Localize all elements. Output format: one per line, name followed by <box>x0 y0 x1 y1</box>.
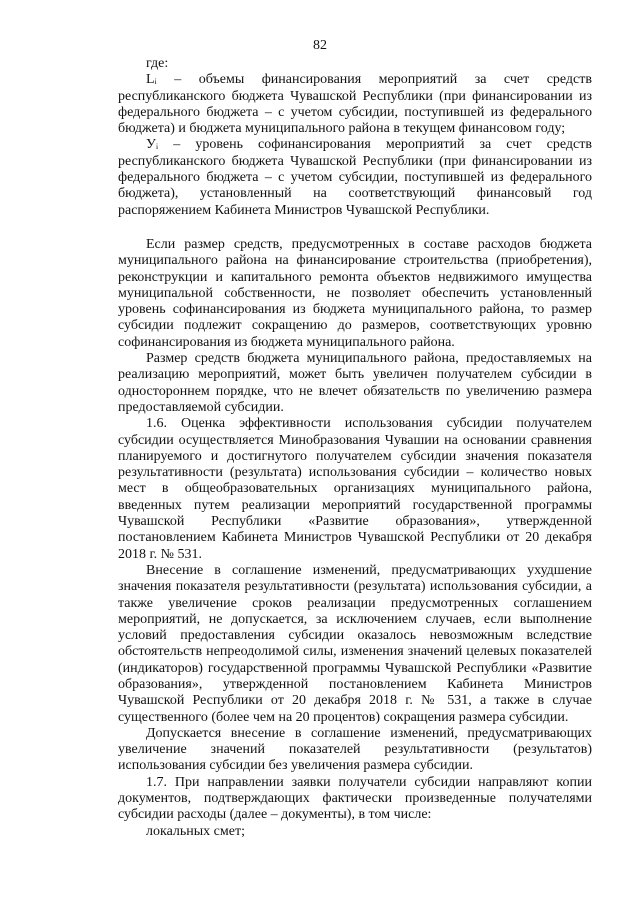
paragraph: Уᵢ – уровень софинансирования мероприятий за счет средств республиканского бюджета Чувашской Республики (при финансировании из федерального бюджета – с учетом субсидии, поступившей из федерального бюджета), установленный на соответствующий финансовый год распоряжением Кабинета Министров Чувашской Республики. <box>118 137 592 218</box>
paragraph-spacer <box>118 219 592 237</box>
paragraph: Внесение в соглашение изменений, предусматривающих ухудшение значения показателя результативности (результата) использования субсидии, а также увеличение сроков реализации предусмотренных соглашением мероприятий, не допускается, за исключением случаев, если выполнение условий предоставления субсидии оказалось невозможным вследствие обстоятельств непреодолимой силы, изменения значений целевых показателей (индикаторов) государственной программы Чувашской Республики «Развитие образования», утвержденной постановлением Кабинета Министров Чувашской Республики от 20 декабря 2018 г. № 531, а также в случае существенного (более чем на 20 процентов) сокращения размера субсидии. <box>118 562 592 725</box>
paragraph: Lᵢ – объемы финансирования мероприятий за счет средств республиканского бюджета Чувашской Республики (при финансировании из федерального бюджета – с учетом субсидии, поступившей из федерального бюджета) и бюджета муниципального района в текущем финансовом году; <box>118 72 592 137</box>
paragraph: Если размер средств, предусмотренных в составе расходов бюджета муниципального района на финансирование строительства (приобретения), реконструкции и капитального ремонта объектов недвижимого имущества муниципальной собственности, не позволяет обеспечить установленный уровень софинансирования из бюджета муниципального района, то размер субсидии подлежит сокращению до размеров, соответствующих уровню софинансирования из бюджета муниципального района. <box>118 236 592 350</box>
paragraph: локальных смет; <box>146 823 245 839</box>
page-number: 82 <box>313 38 327 53</box>
paragraph: Допускается внесение в соглашение изменений, предусматривающих увеличение значений показателей результативности (результатов) использования субсидии без увеличения размера субсидии. <box>118 725 592 774</box>
paragraph: 1.6. Оценка эффективности использования субсидии получателем субсидии осуществляется Минобразования Чувашии на основании сравнения планируемого и достигнутого получателем субсидии значения показателя результативности (результата) использования субсидии – количество новых мест в общеобразовательных организациях муниципального района, введенных путем реализации мероприятий государственной программы Чувашской Республики «Развитие образования», утвержденной постановлением Кабинета Министров Чувашской Республики от 20 декабря 2018 г. № 531. <box>118 416 592 562</box>
body-text <box>118 56 592 840</box>
paragraph: Размер средств бюджета муниципального района, предоставляемых на реализацию мероприятий, может быть увеличен получателем субсидии в одностороннем порядке, что не влечет обязательств по увеличению размера предоставляемой субсидии. <box>118 351 592 415</box>
paragraph: 1.7. При направлении заявки получатели субсидии направляют копии документов, подтверждающих фактически произведенные получателями субсидии расходы (далее – документы), в том числе: <box>118 774 592 823</box>
paragraph: где: <box>146 56 169 71</box>
